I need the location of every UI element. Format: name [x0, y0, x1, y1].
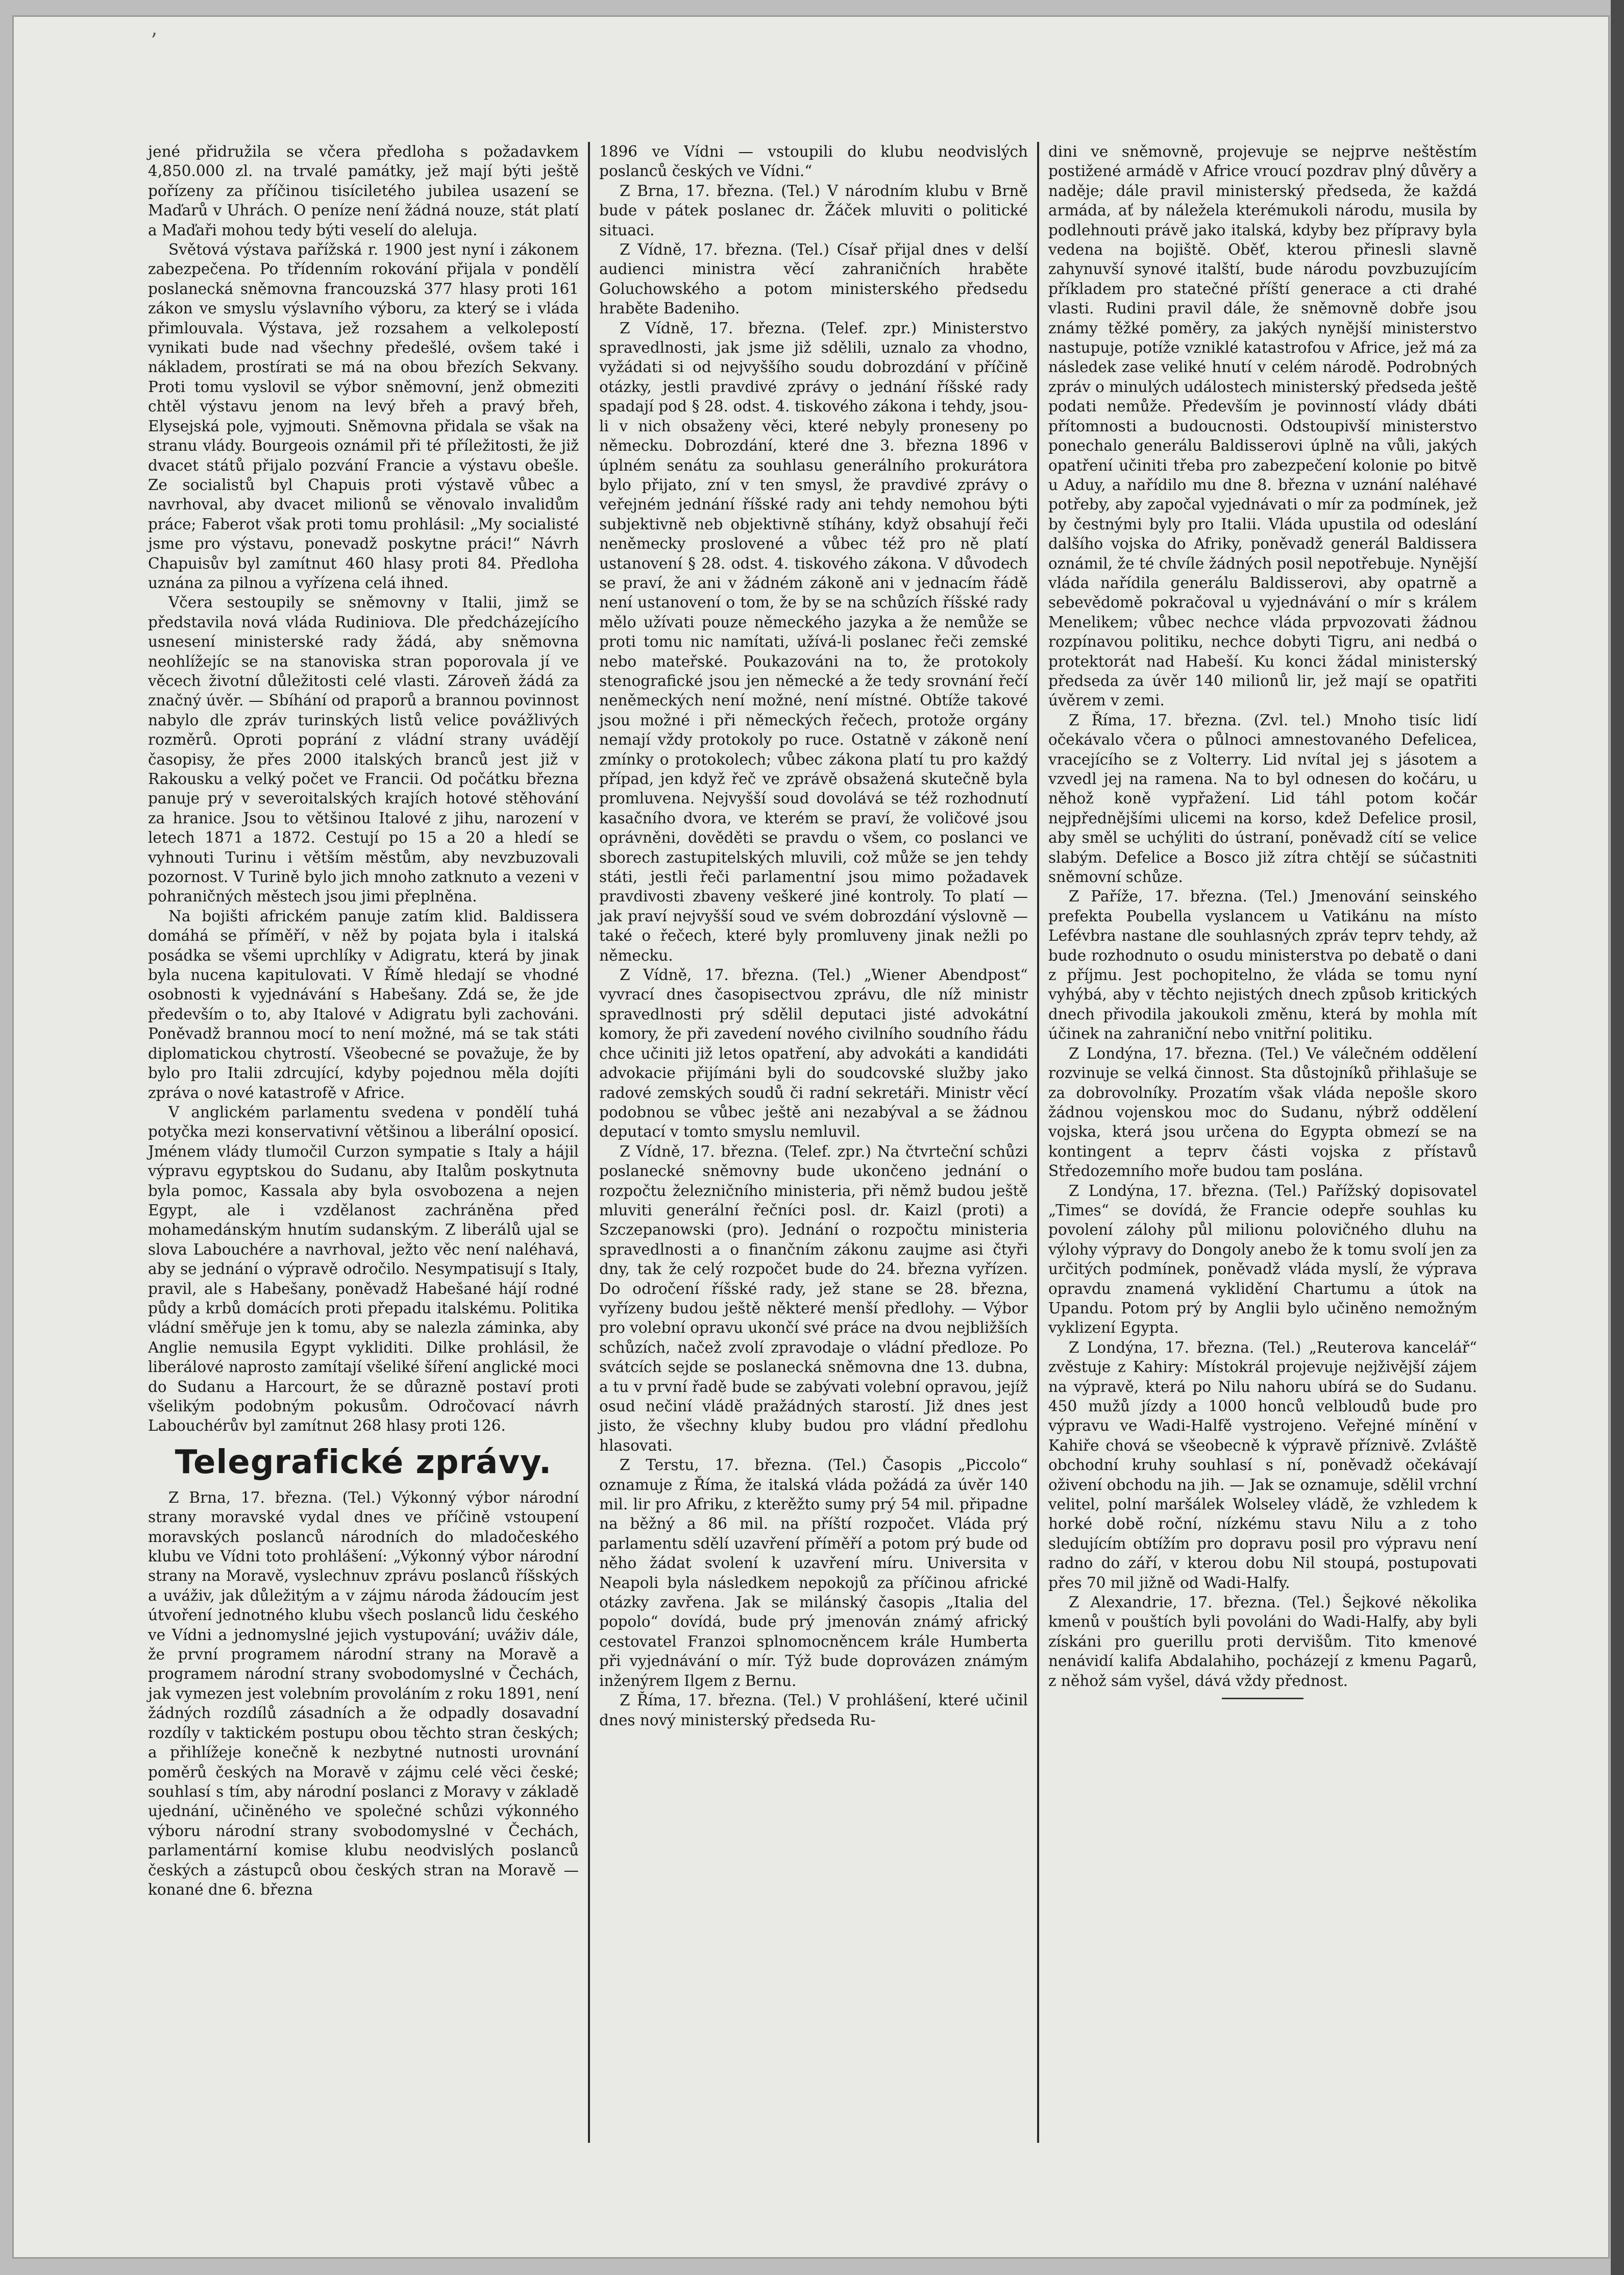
article-paragraph: Z Brna, 17. března. (Tel.) Výkonný výbor národní strany moravské vydal dnes ve příčině vstoupení moravských poslanců národních do mladočeského klubu ve Vídni toto prohlášení: „Výkonný výbor národní strany na Moravě, vyslechnuv zprávu poslanců říšských a uváživ, jak důležitým a v zájmu národa žádoucím jest útvoření jednotného klubu všech poslanců lidu českého ve Vídni a jednomyslné jejich vystupování; uváživ dále, že první programem národní strany na Moravě a programem národní strany svobodomyslné v Čechách, jak vymezen jest volebním provoláním z roku 1891, není žádných rozdílů zásadních a že odpadly dosavadní rozdíly v taktickém postupu obou těchto stran českých; a přihlížeje konečně k nezbytné nutnosti urovnání poměrů českých na Moravě v zájmu celé věci české; souhlasí s tím, aby národní poslanci z Moravy v základě ujednání, učiněného ve společné schůzi výkonného výboru národní strany svobodomyslné v Čechách, parlamentární komise klubu neodvislých poslanců českých a zástupců obou českých stran na Moravě — konané dne 6. března: [148, 1488, 579, 1898]
article-paragraph: Na bojišti africkém panuje zatím klid. Baldissera domáhá se příměří, v něž by pojata byla i italská posádka se všemi uprchlíky v Adigratu, která by jinak byla nucena kapitulovati. V Římě hledají se vhodné osobnosti k vyjednávání s Habešany. Zdá se, že jde především o to, aby Italové v Adigratu byli zachováni. Poněvadž brannou mocí to není možné, má se tak státi diplomatickou chytrostí. Všeobecné se považuje, že by bylo pro Italii zdrcující, kdyby pojednou měla dojíti zpráva o nové katastrofě v Africe.: [148, 907, 579, 1102]
section-headline: Telegrafické zprávy.: [175, 1443, 552, 1481]
article-paragraph: V anglickém parlamentu svedena v pondělí tuhá potyčka mezi konservativní většinou a liberální oposicí. Jménem vlády tlumočil Curzon sympatie s Italy a hájil výpravu egyptskou do Sudanu, aby Italům poskytnuta byla pomoc, Kassala aby byla osvobozena a nejen Egypt, ale i vzdělanost zachráněna před mohamedánským hnutím sudanským. Z liberálů ujal se slova Labouchére a navrhoval, ježto věc není naléhavá, aby se jednání o výpravě odročilo. Nesympatisují s Italy, pravil, ale s Habešany, poněvadž Habešané hájí rodné půdy a krbů domácích proti přepadu italskému. Politika vládní směřuje jen k tomu, aby se nalezla záminka, aby Anglie nemusila Egypt vykliditi. Dilke prohlásil, že liberálové naprosto zamítají všeliké šíření anglické moci do Sudanu a Harcourt, že se důrazně postaví proti všelikým podobným pokusům. Odročovací návrh Labouchérův byl zamítnut 268 hlasy proti 126.: [148, 1103, 579, 1435]
column-3: [1037, 142, 1486, 2143]
article-paragraph: jené přidružila se včera předloha s požadavkem 4,850.000 zl. na trvalé památky, jež mají býti ještě pořízeny za příčinou tisíciletého jubilea usazení se Maďarů v Uhrách. O peníze není žádná nouze, stát platí a Maďaři mohou tedy býti veselí do aleluja.: [148, 143, 579, 239]
scan-edge: [1611, 0, 1624, 2275]
column-2: [588, 142, 1037, 2143]
column-1-text: [148, 142, 579, 1436]
article-paragraph: dini ve sněmovně, projevuje se nejprve neštěstím postižené armádě v Africe vroucí pozdrav plný důvěry a naděje; dále pravil ministerský předseda, že každá armáda, ať by náležela kterémukoli národu, musila by podlehnouti právě jako italská, kdyby bez přípravy byla vedena na bojiště. Oběť, kterou přinesli slavně zahynuvší synové italští, bude národu povzbuzujícím příkladem pro statečné příští generace a cti drahé vlasti. Rudini pravil dále, že sněmovně dobře jsou známy těžké poměry, za jakých nynější ministerstvo nastupuje, potíže vzniklé katastrofou v Africe, jež má za následek zase veliké hnutí v celém národě. Podrobných zpráv o minulých událostech ministerský předseda ještě podati nemůže. Především je povinností vlády dbáti přítomnosti a budoucnosti. Odstoupivší ministerstvo ponechalo generálu Baldisserovi úplně na vůli, jakých opatření učiniti třeba pro zabezpečení kolonie po bitvě u Aduy, a nařídilo mu dne 8. března v uznání naléhavé potřeby, aby započal vyjednávati o mír za podmínek, jež by čestnými byly pro Italii. Vláda upustila od odeslání dalšího vojska do Afriky, poněvadž generál Baldissera oznámil, že té chvíle žádných posil nepotřebuje. Nynější vláda nařídila generálu Baldisserovi, aby opatrně a sebevědomě pokračoval u vyjednávání o mír s králem Menelikem; vůbec nechce vláda prpvozovati žádnou rozpínavou politiku, nechce dobyti Tigru, ani nedbá o protektorát nad Habeší. Ku konci žádal ministerský předseda za úvěr 140 milionů lir, jež mají se opatřiti úvěrem v zemi.: [1048, 143, 1478, 710]
article-paragraph: Z Londýna, 17. března. (Tel.) „Reuterova kancelář“ zvěstuje z Kahiry: Místokrál projevuje nejživější zájem na výpravě, která po Nilu nahoru ubírá se do Sudanu. 450 mužů jízdy a 1000 honců velbloudů bude pro výpravu ve Wadi-Halfě vystrojeno. Veřejné mínění v Kahiře chová se všeobecně k výpravě příznivě. Zvláště obchodní kruhy souhlasí s ní, poněvadž očekávají oživení obchodu na jih. — Jak se oznamuje, sdělil vrchní velitel, polní maršálek Wolseley vládě, že vzhledem k horké době roční, nízkému stavu Nilu a z toho sledujícím obtížím pro dopravu posil pro výpravu není radno do září, v kterou dobu Nil stoupá, postupovati přes 70 mil jižně od Wadi-Halfy.: [1048, 1338, 1477, 1592]
article-paragraph: Z Alexandrie, 17. března. (Tel.) Šejkové několika kmenů v pouštích byli povoláni do Wadi-Halfy, aby byli získáni pro guerillu proti dervišům. Tito kmenové nenávidí kalifa Abdalahiho, pocházejí z kmenu Pagarů, z něhož sám vyšel, dává vždy přednost.: [1048, 1594, 1477, 1690]
article-paragraph: Z Vídně, 17. března. (Telef. zpr.) Na čtvrteční schůzi poslanecké sněmovny bude ukončeno jednání o rozpočtu železničního ministeria, při němž budou ještě mluviti generální řečníci posl. dr. Kaizl (proti) a Szczepanowski (pro). Jednání o rozpočtu ministeria spravedlnosti a o finančním zákonu zaujme asi čtyři dny, tak že celý rozpočet bude do 24. března vyřízen. Do odročení říšské rady, jež stane se 28. března, vyřízeny budou ještě některé menší předlohy. — Výbor pro volební opravu ukončí své práce na dvou nejbližších schůzích, načež zvolí zpravodaje o vládní předloze. Po svátcích sejde se poslanecká sněmovna dne 13. dubna, a tu v první řadě bude se zabývati volební opravou, jejíž osud nečiní vládě pražádných starostí. Již dnes jest jisto, že všechny kluby budou pro vládní předlohu hlasovati.: [599, 1142, 1028, 1454]
column-2-text: [599, 142, 1028, 1730]
article-paragraph: Z Brna, 17. března. (Tel.) V národním klubu v Brně bude v pátek poslanec dr. Žáček mluviti o politické situaci.: [599, 182, 1028, 239]
article-paragraph: Z Vídně, 17. března. (Tel.) „Wiener Abendpost“ vyvrací dnes časopisectvou zprávu, dle níž ministr spravedlnosti prý sdělil deputaci jisté advokátní komory, že při zavedení nového civilního soudního řádu chce učiniti již letos opatření, aby advokáti a kandidáti advokacie přijímáni byli do soudcovské služby jako radové zemských soudů či radní sekretáři. Ministr věcí podobnou se vůbec ještě ani nezabýval a se žádnou deputací v tomto smyslu nemluvil.: [599, 966, 1028, 1141]
corner-mark: ʼ: [150, 30, 157, 53]
article-paragraph: Z Říma, 17. března. (Zvl. tel.) Mnoho tisíc lidí očekávalo včera o půlnoci amnestovaného Defelicea, vracejícího se z Volterry. Lid nvítal jej s jásotem a vzvedl jej na ramena. Na to byl odnesen do kočáru, u něhož koně vypřažení. Lid táhl potom kočár nejpřednějšími ulicemi na korso, kdež Defelice prosil, aby směl se uchýliti do ústraní, poněvadž cítí se velice slabým. Defelice a Bosco již zítra chtějí se súčastniti sněmovní schůze.: [1048, 711, 1477, 886]
article-paragraph: Z Vídně, 17. března. (Telef. zpr.) Ministerstvo spravedlnosti, jak jsme již sdělili, uznalo za vhodno, vyžádati si od nejvyššího soudu dobrozdání v příčině otázky, jestli pravdivé zprávy o jednání říšské rady spadají pod § 28. odst. 4. tiskového zákona i tehdy, jsou-li v nich obsaženy věci, které nebyly proneseny po německu. Dobrozdání, které dne 3. března 1896 v úplném senátu za souhlasu generálního prokurátora bylo přijato, zní v ten smysl, že pravdivé zprávy o veřejném jednání říšské rady ani tehdy nemohou býti subjektivně neb objektivně stíhány, když obsahují řeči neněmecky proslovené a vůbec též pro ně platí ustanovení § 28. odst. 4. tiskového zákona. V důvodech se praví, že ani v žádném zákoně ani v jednacím řádě není ustanovení o tom, že by se na schůzích říšské rady mělo užívati pouze německého jazyka a že nemůže se proti tomu nic namítati, užívá-li poslanec řeči zemské nebo mateřské. Poukazováni na to, že protokoly stenografické jsou jen německé a že tedy srovnání řečí neněmeckých není možné, není místné. Obtíže takové jsou možné i při německých řečech, protože orgány nemají vždy protokoly po ruce. Ostatně v zákoně není zmínky o protokolech; vůbec zákona platí tu pro každý případ, jen když řeč ve zprávě obsažená skutečně byla promluvena. Nejvyšší soud dovolává se též rozhodnutí kasačního dvora, ve kterém se praví, že voličové jsou oprávněni, dověděti se pravdu o všem, co poslanci ve sborech zastupitelských mluvili, což může se jen tehdy státi, jestli řeči parlamentní jsou mimo požadavek pravdivosti zbaveny veškeré jiné kontroly. To platí — jak praví nejvyšší soud ve svém dobrozdání výslovně — také o řečech, které byly promluveny jinak nežli po německu.: [599, 319, 1028, 964]
article-paragraph: Světová výstava pařížská r. 1900 jest nyní i zákonem zabezpečena. Po třídenním rokování přijala v pondělí poslanecká sněmovna francouzská 377 hlasy proti 161 zákon ve smyslu výslavního výboru, za který se i vláda přimlouvala. Výstava, jež rozsahem a velkolepostí vynikati bude nad všechny předešlé, ovšem také i nákladem, prostírati se má na obou březích Sekvany. Proti tomu vyslovil se výbor sněmovní, jenž obmeziti chtěl výstavu jenom na levý břeh a pravý břeh, Elysejská pole, vyjmouti. Sněmovna přidala se však na stranu vlády. Bourgeois oznámil při té příležitosti, že již dvacet států přijalo pozvání Francie a výstavu obešle. Ze socialistů byl Chapuis proti výstavě vůbec a navrhoval, aby dvacet milionů se věnovalo invalidům práce; Faberot však proti tomu prohlásil: „My socialisté jsme pro výstavu, ponevadž poskytne práci!“ Návrh Chapuisův byl zamítnut 460 hlasy proti 84. Předloha uznána za pilnou a vyřízena celá ihned.: [148, 241, 579, 592]
article-paragraph: 1896 ve Vídni — vstoupili do klubu neodvislých poslanců českých ve Vídni.“: [599, 143, 1028, 180]
end-rule: [1222, 1698, 1303, 1699]
article-paragraph: Z Vídně, 17. března. (Tel.) Císař přijal dnes v delší audienci ministra věcí zahraničních hraběte Goluchowského a potom ministerského předsedu hraběte Badeniho.: [599, 241, 1028, 317]
column-1-telegrams: [148, 1488, 579, 1900]
text-columns: [139, 142, 1544, 2143]
article-paragraph: Z Paříže, 17. března. (Tel.) Jmenování seinského prefekta Poubella vyslancem u Vatikánu na místo Lefévbra nastane dle souhlasných zpráv teprv tehdy, až bude rozhodnuto o osudu ministerstva po debatě o dani z příjmu. Jest pochopitelno, že vláda se tomu nyní vyhýbá, aby v těchto nejistých dnech způsob kritických dnech přivodila jakoukoli změnu, která by mohla mít účinek na zahraniční nebo vnitřní politiku.: [1048, 888, 1477, 1043]
column-3-text: [1048, 142, 1477, 1691]
article-paragraph: Z Terstu, 17. března. (Tel.) Časopis „Piccolo“ oznamuje z Říma, že italská vláda požádá za úvěr 140 mil. lir pro Afriku, z kterěžto sumy prý 54 mil. připadne na běžný a 86 mil. na příští rozpočet. Vláda prý parlamentu sdělí uzavření příměří a potom prý bude od něho žádat svolení k uzavření míru. Universita v Neapoli byla následkem nepokojů za příčinou africké otázky zavřena. Jak se milánský časopis „Italia del popolo“ dovídá, bude prý jmenován známý africký cestovatel Franzoi splnomocněncem krále Humberta při vyjednávání o mír. Týž bude doprovázen známým inženýrem Ilgem z Bernu.: [599, 1456, 1028, 1690]
article-paragraph: Z Londýna, 17. března. (Tel.) Pařížský dopisovatel „Times“ se dovídá, že Francie odepře souhlas ku povolení zálohy půl milionu polovičného dluhu na výlohy výpravy do Dongoly anebo že k tomu svolí jen za určitých podmínek, poněvadž vláda myslí, že výprava opravdu znamená vyklidění Chartumu a útok na Upandu. Potom prý by Anglii bylo učiněno nemožným vyklizení Egypta.: [1048, 1182, 1477, 1337]
article-paragraph: Z Londýna, 17. března. (Tel.) Ve válečném oddělení rozvinuje se velká činnost. Sta důstojníků přihlašuje se za dobrovolníky. Prozatím však vláda nepošle skoro žádnou vojenskou moc do Sudanu, nýbrž oddělení vojska, která jsou určena do Egypta obmezí se na kontingent a teprv části vojska z přístavů Středozemního moře budou tam poslána.: [1048, 1044, 1477, 1180]
column-1: [139, 142, 588, 2143]
article-paragraph: Z Říma, 17. března. (Tel.) V prohlášení, které učinil dnes nový ministerský předseda Ru-: [599, 1692, 1028, 1729]
article-paragraph: Včera sestoupily se sněmovny v Italii, jimž se představila nová vláda Rudiniova. Dle předcházejícího usnesení ministerské rady žádá, aby sněmovna neohlížejíc se na stanoviska stran poporovala jí ve věcech životní důležitosti celé vlasti. Zároveň žádá za značný úvěr. — Sbíhání od praporů a brannou povinnost nabylo dle zpráv turinských listů velice povážlivých rozměrů. Oproti poprání z vládní strany uvádějí časopisy, že přes 2000 italských branců jest již v Rakousku a velký počet ve Francii. Od počátku března panuje prý v severoitalských krajích hotové stěhování za hranice. Jsou to většinou Italové z jihu, narození v letech 1871 a 1872. Cestují po 15 a 20 a hledí se vyhnouti Turinu i větším městům, aby nevzbuzovali pozornost. V Turině bylo jich mnoho zatknuto a vezeni v pohraničných městech jsou jimi přeplněna.: [148, 594, 579, 906]
